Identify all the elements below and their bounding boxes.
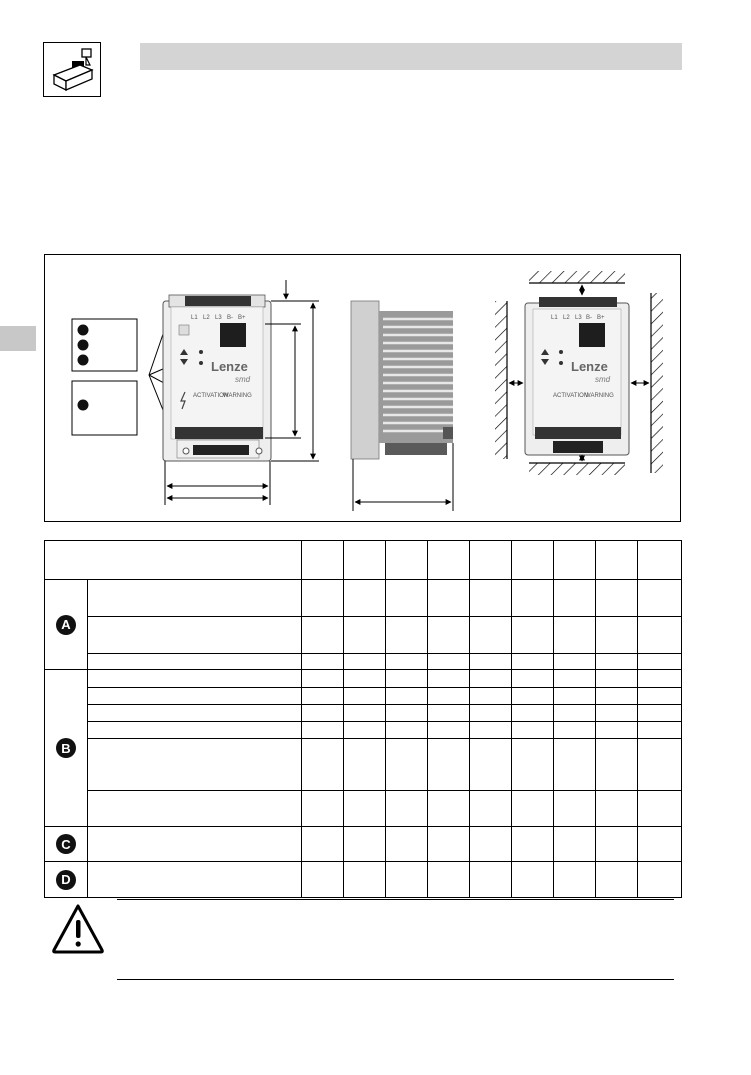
table-row <box>45 705 682 722</box>
legend-box-d <box>72 381 137 435</box>
table-row <box>45 827 682 862</box>
table-header-row <box>45 541 682 580</box>
terminal-label-l1-b: L1 <box>551 315 558 321</box>
terminal-label-l3-b: L3 <box>575 315 582 321</box>
group-marker-b: B <box>56 738 76 758</box>
series-label-clearance: smd <box>595 375 611 384</box>
table-row <box>45 862 682 898</box>
group-marker-a: A <box>56 615 76 635</box>
table-row <box>45 654 682 670</box>
table-row <box>45 791 682 827</box>
section-title-bar <box>140 43 682 70</box>
table-row <box>45 617 682 654</box>
terminal-label-b-plus-b: B+ <box>597 315 605 321</box>
table-row <box>45 670 682 688</box>
warning-label-front: WARNING <box>223 393 252 399</box>
chapter-tab <box>0 326 36 351</box>
series-label-front: smd <box>235 375 251 384</box>
terminal-label-b-minus-b: B- <box>586 315 592 321</box>
warning-label-clearance: WARNING <box>585 393 614 399</box>
terminal-label-l2-b: L2 <box>563 315 570 321</box>
warning-rule-top <box>117 899 674 900</box>
group-marker-d: D <box>56 870 76 890</box>
table-row <box>45 722 682 739</box>
caution-label-front: ACTIVATION <box>193 393 229 399</box>
terminal-label-l1: L1 <box>191 315 198 321</box>
brand-logo-clearance: Lenze <box>571 359 608 374</box>
legend-box-abc <box>72 319 137 371</box>
table-row <box>45 739 682 791</box>
brand-logo-front: Lenze <box>211 359 248 374</box>
caution-label-clearance: ACTIVATION <box>553 393 589 399</box>
dimension-drawing <box>45 255 682 523</box>
unpacking-box-icon <box>43 42 101 97</box>
drive-clearance-view <box>525 297 629 455</box>
group-marker-c: C <box>56 834 76 854</box>
dimension-figure <box>44 254 681 522</box>
warning-triangle-icon <box>50 902 106 956</box>
terminal-label-b-plus: B+ <box>238 315 246 321</box>
drive-side-view <box>351 301 453 459</box>
table-row <box>45 580 682 617</box>
table-row <box>45 688 682 705</box>
terminal-label-l3: L3 <box>215 315 222 321</box>
warning-rule-bottom <box>117 979 674 980</box>
terminal-label-b-minus: B- <box>227 315 233 321</box>
terminal-label-l2: L2 <box>203 315 210 321</box>
dimension-table <box>44 540 682 898</box>
drive-front-view <box>163 295 271 461</box>
